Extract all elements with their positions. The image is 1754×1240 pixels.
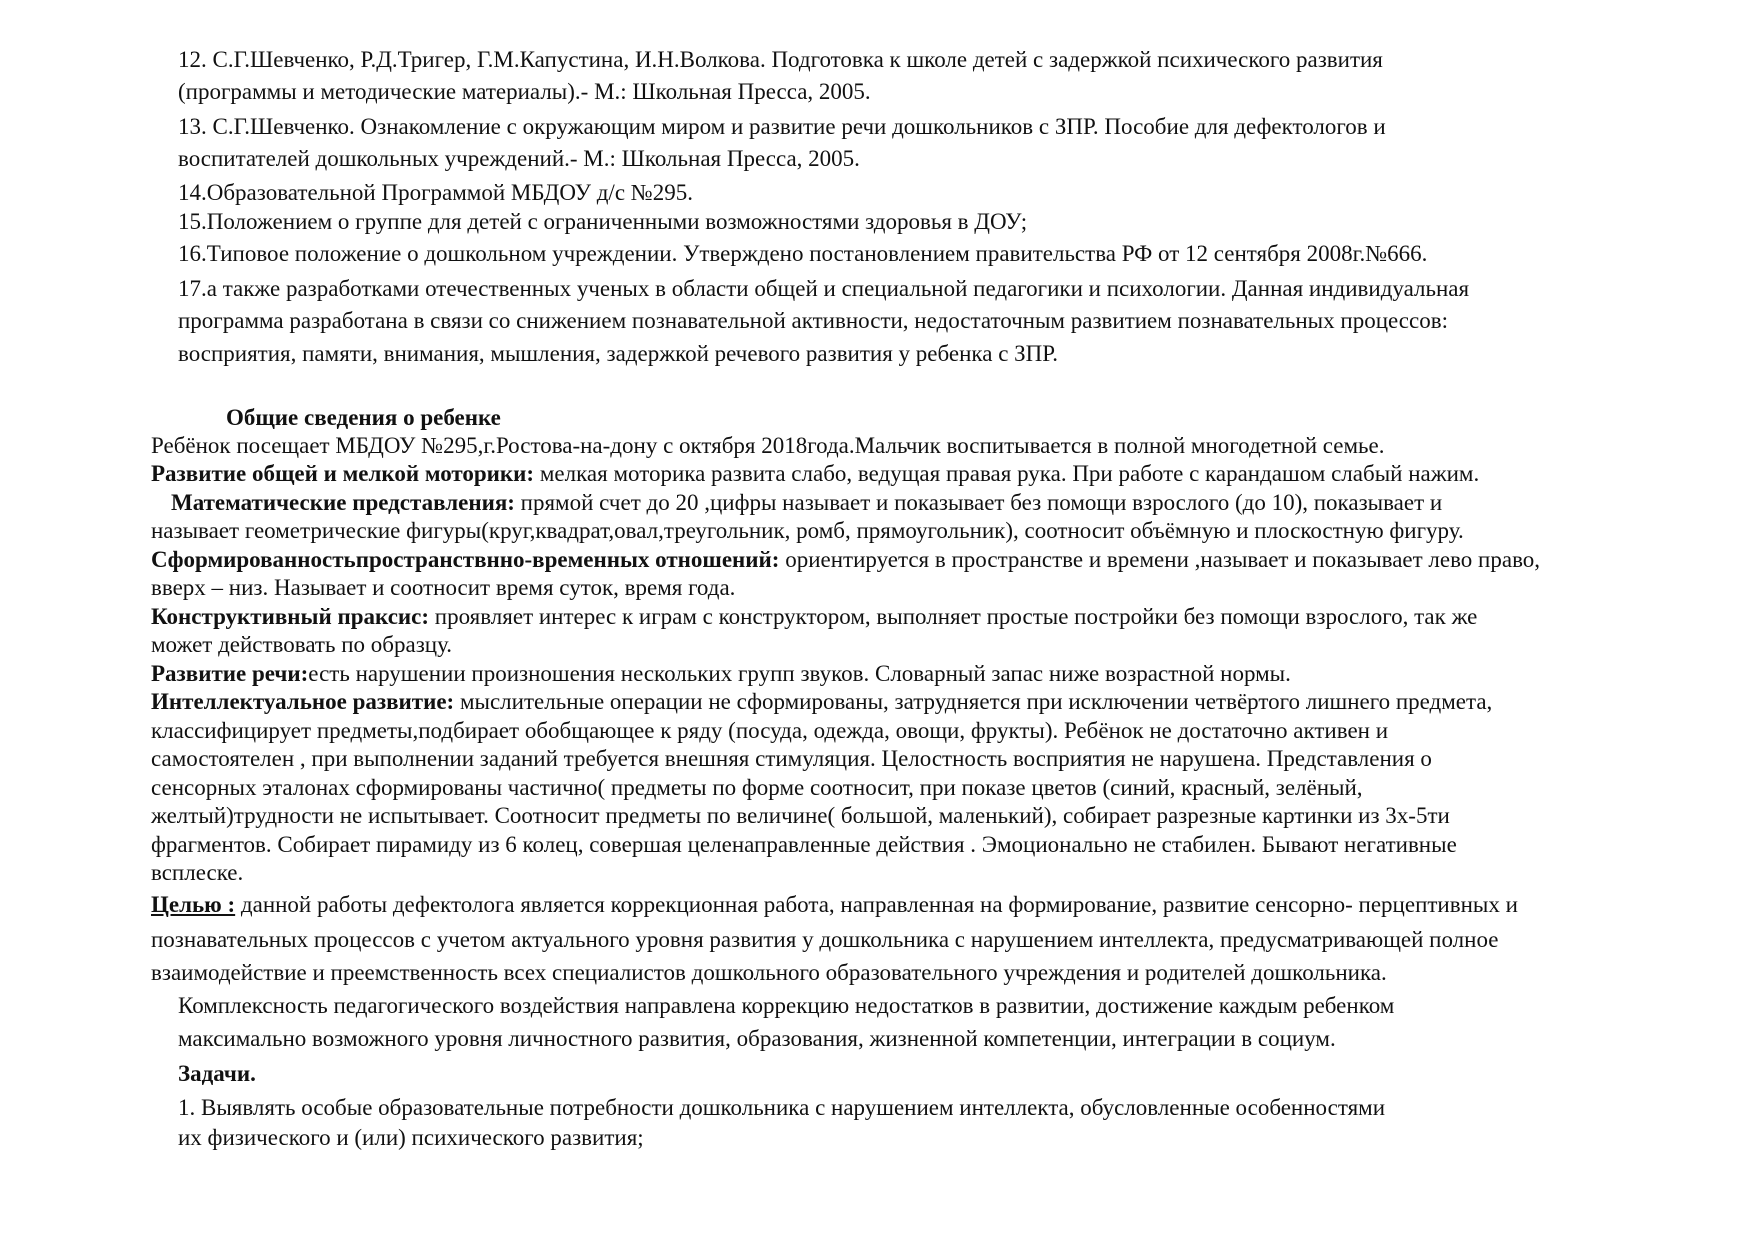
child-intro: Ребёнок посещает МБДОУ №295,г.Ростова-на-дону с октября 2018года.Мальчик воспитывается в полной многодетной семье.	[151, 433, 1385, 458]
speech-label: Развитие речи:	[151, 661, 309, 686]
tasks-heading: Задачи.	[178, 1061, 256, 1086]
constr-paragraph-line-1	[151, 602, 1477, 631]
ref-17-line-1: 17.а также разработками отечественных ученых в области общей и специальной педагогики и психологии. Данная индивидуальная	[178, 276, 1470, 301]
ref-17-line-2: программа разработана в связи со снижением познавательной активности, недостаточным развитием познавательных процессов:	[178, 308, 1448, 333]
speech-paragraph	[151, 659, 1291, 688]
ref-17-line-3: восприятия, памяти, внимания, мышления, задержкой речевого развития у ребенка с ЗПР.	[178, 341, 1058, 366]
complex-paragraph-line-1: Комплексность педагогического воздействия направлена коррекцию недостатков в развитии, достижение каждым ребенком	[178, 993, 1395, 1018]
goal-label: Целью :	[151, 892, 236, 917]
math-paragraph-line-2: называет геометрические фигуры(круг,квадрат,овал,треугольник, ромб, прямоугольник), соотносит объёмную и плоскостную фигуру.	[151, 518, 1464, 543]
ref-12-line-1: 12. С.Г.Шевченко, Р.Д.Тригер, Г.М.Капустина, И.Н.Волкова. Подготовка к школе детей с задержкой психического развития	[178, 47, 1383, 72]
intel-label: Интеллектуальное развитие:	[151, 689, 455, 714]
ref-14: 14.Образовательной Программой МБДОУ д/с №295.	[178, 180, 693, 205]
intel-paragraph-line-4: сенсорных эталонах сформированы частично( предметы по форме соотносит, при показе цветов (синий, красный, зелёный,	[151, 775, 1363, 800]
ref-13-line-1: 13. С.Г.Шевченко. Ознакомление с окружающим миром и развитие речи дошкольников с ЗПР. Пособие для дефектологов и	[178, 114, 1386, 139]
child-info-heading: Общие сведения о ребенке	[226, 405, 501, 430]
motor-paragraph	[151, 459, 1479, 488]
intel-paragraph-line-6: фрагментов. Собирает пирамиду из 6 колец, совершая целенаправленные действия . Эмоционально не стабилен. Бывают негативные	[151, 832, 1457, 857]
goal-paragraph-line-1	[151, 890, 1518, 919]
math-paragraph-line-1	[171, 488, 1442, 517]
intel-paragraph-line-1	[151, 687, 1492, 716]
space-text-1: ориентируется в пространстве и времени ,называет и показывает лево право,	[779, 547, 1541, 572]
motor-text: мелкая моторика развита слабо, ведущая правая рука. При работе с карандашом слабый нажим.	[534, 461, 1480, 486]
task-1-line-2: их физического и (или) психического развития;	[178, 1125, 644, 1150]
math-label: Математические представления:	[171, 490, 515, 515]
space-paragraph-line-1	[151, 545, 1540, 574]
ref-16: 16.Типовое положение о дошкольном учреждении. Утверждено постановлением правительства РФ от 12 сентября 2008г.№666.	[178, 241, 1428, 266]
constr-label: Конструктивный праксис:	[151, 604, 430, 629]
constr-text-1: проявляет интерес к играм с конструктором, выполняет простые постройки без помощи взрослого, так же	[429, 604, 1478, 629]
math-text-1: прямой счет до 20 ,цифры называет и показывает без помощи взрослого (до 10), показывает и	[514, 490, 1443, 515]
intel-text-1: мыслительные операции не сформированы, затрудняется при исключении четвёртого лишнего предмета,	[454, 689, 1493, 714]
motor-label: Развитие общей и мелкой моторики:	[151, 461, 535, 486]
intel-paragraph-line-5: желтый)трудности не испытывает. Соотносит предметы по величине( большой, маленький), собирает разрезные картинки из 3х-5ти	[151, 803, 1450, 828]
goal-paragraph-line-2: познавательных процессов с учетом актуального уровня развития у дошкольника с нарушением интеллекта, предусматривающей полное	[151, 927, 1499, 952]
space-label: Сформированностьпространствнно-временных отношений:	[151, 547, 780, 572]
goal-text-1: данной работы дефектолога является коррекционная работа, направленная на формирование, развитие сенсорно- перцептивных и	[235, 892, 1518, 917]
intel-paragraph-line-7: всплеске.	[151, 860, 244, 885]
constr-paragraph-line-2: может действовать по образцу.	[151, 632, 453, 657]
ref-12-line-2: (программы и методические материалы).- М.: Школьная Пресса, 2005.	[178, 79, 871, 104]
intel-paragraph-line-3: самостоятелен , при выполнении заданий требуется внешняя стимуляция. Целостность восприятия не нарушена. Представления о	[151, 746, 1432, 771]
intel-paragraph-line-2: классифицирует предметы,подбирает обобщающее к ряду (посуда, одежда, овощи, фрукты). Ребёнок не достаточно активен и	[151, 718, 1389, 743]
ref-13-line-2: воспитателей дошкольных учреждений.- М.: Школьная Пресса, 2005.	[178, 146, 860, 171]
space-paragraph-line-2: вверх – низ. Называет и соотносит время суток, время года.	[151, 575, 736, 600]
task-1-line-1: 1. Выявлять особые образовательные потребности дошкольника с нарушением интеллекта, обусловленные особенностями	[178, 1095, 1386, 1120]
ref-15: 15.Положением о группе для детей с ограниченными возможностями здоровья в ДОУ;	[178, 209, 1028, 234]
complex-paragraph-line-2: максимально возможного уровня личностного развития, образования, жизненной компетенции, интеграции в социум.	[178, 1026, 1336, 1051]
speech-text: есть нарушении произношения нескольких групп звуков. Словарный запас ниже возрастной нормы.	[308, 661, 1291, 686]
goal-paragraph-line-3: взаимодействие и преемственность всех специалистов дошкольного образовательного учреждения и родителей дошкольника.	[151, 960, 1387, 985]
